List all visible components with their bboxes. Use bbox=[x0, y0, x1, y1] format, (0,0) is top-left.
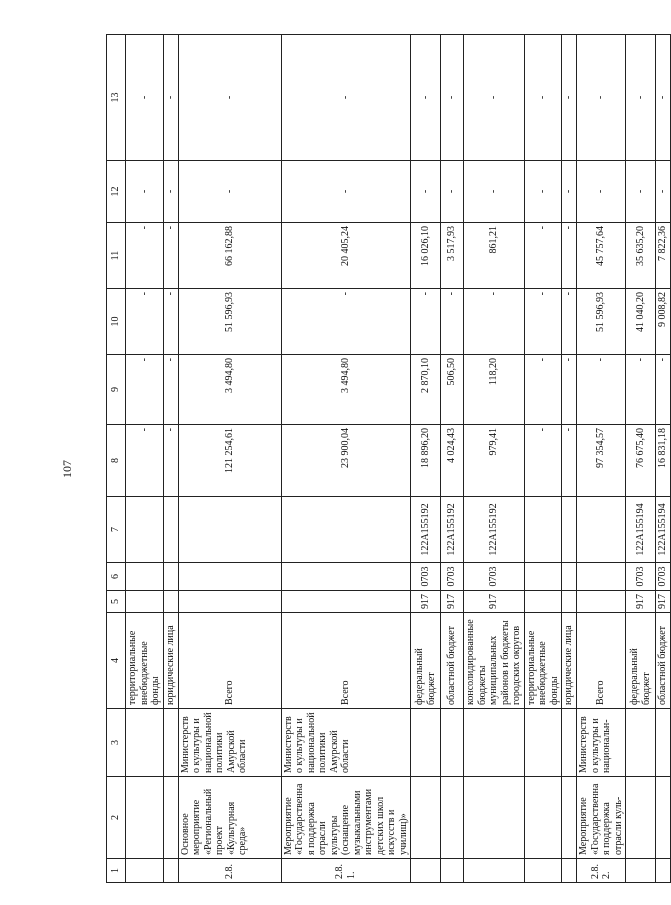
year-2019-amount: 2 870,10 bbox=[411, 355, 441, 425]
executor bbox=[626, 709, 656, 777]
row-number bbox=[126, 859, 164, 883]
section-code: 0703 bbox=[464, 563, 525, 591]
grbs-code: 917 bbox=[441, 591, 464, 613]
table-row bbox=[281, 35, 411, 883]
year-2022-amount: - bbox=[178, 161, 281, 223]
target-article-code: 122A155194 bbox=[656, 497, 671, 563]
year-2020-amount: 41 040,20 bbox=[626, 289, 656, 355]
row-number bbox=[163, 859, 178, 883]
year-2019-amount: - bbox=[524, 355, 562, 425]
section-code bbox=[524, 563, 562, 591]
funding-source: территориальные внебюджетные фонды bbox=[126, 613, 164, 709]
year-2020-amount: 51 596,93 bbox=[178, 289, 281, 355]
executor: Министерство культуры и национальной политики Амурской области bbox=[178, 709, 281, 777]
section-code: 0703 bbox=[411, 563, 441, 591]
year-2019-amount: - bbox=[656, 355, 671, 425]
year-2021-amount: 16 026,10 bbox=[411, 223, 441, 289]
section-code bbox=[178, 563, 281, 591]
section-code bbox=[577, 563, 626, 591]
header-cell: 13 bbox=[107, 35, 126, 161]
section-code: 0703 bbox=[656, 563, 671, 591]
row-number: 2.8. bbox=[178, 859, 281, 883]
event-name bbox=[562, 777, 577, 859]
year-2020-amount: 9 008,82 bbox=[656, 289, 671, 355]
grbs-code: 917 bbox=[411, 591, 441, 613]
year-2020-amount: - bbox=[281, 289, 411, 355]
year-2021-amount: 7 822,36 bbox=[656, 223, 671, 289]
header-cell: 2 bbox=[107, 777, 126, 859]
year-2023-amount: - bbox=[577, 35, 626, 161]
event-name: Основное мероприятие «Региональный проект «Культурная среда» bbox=[178, 777, 281, 859]
row-number bbox=[626, 859, 656, 883]
executor bbox=[524, 709, 562, 777]
executor: Министерство культуры и национальн- bbox=[577, 709, 626, 777]
executor bbox=[441, 709, 464, 777]
funding-source: консолидированные бюджеты муниципальных районов и бюджеты городских округов bbox=[464, 613, 525, 709]
target-article-code bbox=[281, 497, 411, 563]
year-2023-amount: - bbox=[626, 35, 656, 161]
year-2021-amount: 45 757,64 bbox=[577, 223, 626, 289]
header-cell: 6 bbox=[107, 563, 126, 591]
grbs-code bbox=[163, 591, 178, 613]
row-number bbox=[562, 859, 577, 883]
target-article-code: 122A155192 bbox=[411, 497, 441, 563]
row-number bbox=[524, 859, 562, 883]
funding-source: юридические лица bbox=[562, 613, 577, 709]
year-2021-amount: - bbox=[126, 223, 164, 289]
header-cell: 8 bbox=[107, 425, 126, 497]
header-cell: 11 bbox=[107, 223, 126, 289]
header-cell: 5 bbox=[107, 591, 126, 613]
table-row bbox=[656, 35, 671, 883]
row-number bbox=[656, 859, 671, 883]
table-row bbox=[577, 35, 626, 883]
year-2023-amount: - bbox=[281, 35, 411, 161]
table-row bbox=[163, 35, 178, 883]
header-cell: 1 bbox=[107, 859, 126, 883]
table-row bbox=[178, 35, 281, 883]
event-name: Мероприятие «Государственная поддержка отрасли куль- bbox=[577, 777, 626, 859]
total-amount: - bbox=[126, 425, 164, 497]
year-2023-amount: - bbox=[163, 35, 178, 161]
funding-source: федеральный бюджет bbox=[626, 613, 656, 709]
year-2023-amount: - bbox=[441, 35, 464, 161]
grbs-code bbox=[281, 591, 411, 613]
grbs-code bbox=[178, 591, 281, 613]
total-amount: - bbox=[163, 425, 178, 497]
table-row bbox=[562, 35, 577, 883]
target-article-code bbox=[524, 497, 562, 563]
section-code bbox=[126, 563, 164, 591]
section-code bbox=[562, 563, 577, 591]
year-2021-amount: - bbox=[163, 223, 178, 289]
total-amount: 4 024,43 bbox=[441, 425, 464, 497]
row-number: 2.8.1. bbox=[281, 859, 411, 883]
year-2020-amount: - bbox=[441, 289, 464, 355]
funding-source: территориальные внебюджетные фонды bbox=[524, 613, 562, 709]
year-2022-amount: - bbox=[163, 161, 178, 223]
year-2023-amount: - bbox=[524, 35, 562, 161]
year-2021-amount: 3 517,93 bbox=[441, 223, 464, 289]
event-name bbox=[441, 777, 464, 859]
executor bbox=[562, 709, 577, 777]
year-2019-amount: 3 494,80 bbox=[281, 355, 411, 425]
page-number: 107 bbox=[60, 460, 74, 478]
year-2022-amount: - bbox=[626, 161, 656, 223]
header-cell: 10 bbox=[107, 289, 126, 355]
target-article-code bbox=[126, 497, 164, 563]
funding-source: Всего bbox=[281, 613, 411, 709]
year-2021-amount: - bbox=[562, 223, 577, 289]
row-number bbox=[441, 859, 464, 883]
event-name bbox=[524, 777, 562, 859]
header-cell: 4 bbox=[107, 613, 126, 709]
funding-source: областной бюджет bbox=[656, 613, 671, 709]
total-amount: 18 896,20 bbox=[411, 425, 441, 497]
year-2019-amount: 506,50 bbox=[441, 355, 464, 425]
table-row bbox=[441, 35, 464, 883]
year-2022-amount: - bbox=[577, 161, 626, 223]
header-row bbox=[107, 35, 126, 883]
executor bbox=[411, 709, 441, 777]
year-2022-amount: - bbox=[562, 161, 577, 223]
event-name bbox=[464, 777, 525, 859]
section-code bbox=[163, 563, 178, 591]
grbs-code bbox=[577, 591, 626, 613]
funding-source: юридические лица bbox=[163, 613, 178, 709]
funding-source: федеральный бюджет bbox=[411, 613, 441, 709]
row-number bbox=[411, 859, 441, 883]
year-2020-amount: 51 596,93 bbox=[577, 289, 626, 355]
grbs-code bbox=[562, 591, 577, 613]
header-cell: 9 bbox=[107, 355, 126, 425]
year-2020-amount: - bbox=[126, 289, 164, 355]
year-2022-amount: - bbox=[126, 161, 164, 223]
total-amount: 76 675,40 bbox=[626, 425, 656, 497]
year-2023-amount: - bbox=[178, 35, 281, 161]
section-code: 0703 bbox=[626, 563, 656, 591]
table-row bbox=[464, 35, 525, 883]
grbs-code bbox=[524, 591, 562, 613]
rotated-page bbox=[106, 35, 669, 883]
row-number bbox=[464, 859, 525, 883]
table-row bbox=[126, 35, 164, 883]
year-2021-amount: 35 635,20 bbox=[626, 223, 656, 289]
grbs-code: 917 bbox=[656, 591, 671, 613]
funding-source: Всего bbox=[178, 613, 281, 709]
executor bbox=[163, 709, 178, 777]
year-2022-amount: - bbox=[441, 161, 464, 223]
event-name bbox=[411, 777, 441, 859]
year-2020-amount: - bbox=[562, 289, 577, 355]
table-row bbox=[411, 35, 441, 883]
year-2020-amount: - bbox=[163, 289, 178, 355]
year-2021-amount: 66 162,88 bbox=[178, 223, 281, 289]
executor bbox=[464, 709, 525, 777]
grbs-code: 917 bbox=[626, 591, 656, 613]
year-2019-amount: - bbox=[577, 355, 626, 425]
target-article-code bbox=[178, 497, 281, 563]
year-2021-amount: - bbox=[524, 223, 562, 289]
year-2020-amount: - bbox=[524, 289, 562, 355]
row-number: 2.8.2. bbox=[577, 859, 626, 883]
year-2023-amount: - bbox=[656, 35, 671, 161]
target-article-code bbox=[163, 497, 178, 563]
event-name bbox=[126, 777, 164, 859]
table-row bbox=[626, 35, 656, 883]
year-2022-amount: - bbox=[524, 161, 562, 223]
total-amount: 16 831,18 bbox=[656, 425, 671, 497]
year-2021-amount: 20 405,24 bbox=[281, 223, 411, 289]
funding-source: Всего bbox=[577, 613, 626, 709]
year-2019-amount: - bbox=[562, 355, 577, 425]
year-2022-amount: - bbox=[656, 161, 671, 223]
target-article-code bbox=[577, 497, 626, 563]
event-name bbox=[163, 777, 178, 859]
year-2023-amount: - bbox=[464, 35, 525, 161]
total-amount: 23 900,04 bbox=[281, 425, 411, 497]
year-2023-amount: - bbox=[126, 35, 164, 161]
year-2019-amount: - bbox=[126, 355, 164, 425]
table-row bbox=[524, 35, 562, 883]
executor: Министерство культуры и национальной политики Амурской области bbox=[281, 709, 411, 777]
event-name bbox=[626, 777, 656, 859]
total-amount: 121 254,61 bbox=[178, 425, 281, 497]
year-2019-amount: - bbox=[163, 355, 178, 425]
year-2019-amount: 118,20 bbox=[464, 355, 525, 425]
year-2022-amount: - bbox=[281, 161, 411, 223]
total-amount: - bbox=[524, 425, 562, 497]
executor bbox=[656, 709, 671, 777]
total-amount: 97 354,57 bbox=[577, 425, 626, 497]
section-code bbox=[281, 563, 411, 591]
year-2021-amount: 861,21 bbox=[464, 223, 525, 289]
header-cell: 12 bbox=[107, 161, 126, 223]
year-2022-amount: - bbox=[411, 161, 441, 223]
event-name bbox=[656, 777, 671, 859]
budget-table bbox=[106, 34, 671, 883]
header-cell: 7 bbox=[107, 497, 126, 563]
grbs-code: 917 bbox=[464, 591, 525, 613]
funding-source: областной бюджет bbox=[441, 613, 464, 709]
target-article-code: 122A155192 bbox=[464, 497, 525, 563]
header-cell: 3 bbox=[107, 709, 126, 777]
section-code: 0703 bbox=[441, 563, 464, 591]
event-name: Мероприятие «Государственная поддержка отрасли культуры (оснащение музыкальными инструментами детских школ искусств и училищ)» bbox=[281, 777, 411, 859]
target-article-code: 122A155194 bbox=[626, 497, 656, 563]
year-2019-amount: - bbox=[626, 355, 656, 425]
year-2023-amount: - bbox=[411, 35, 441, 161]
target-article-code bbox=[562, 497, 577, 563]
total-amount: - bbox=[562, 425, 577, 497]
year-2023-amount: - bbox=[562, 35, 577, 161]
year-2020-amount: - bbox=[464, 289, 525, 355]
year-2019-amount: 3 494,80 bbox=[178, 355, 281, 425]
total-amount: 979,41 bbox=[464, 425, 525, 497]
year-2020-amount: - bbox=[411, 289, 441, 355]
target-article-code: 122A155192 bbox=[441, 497, 464, 563]
year-2022-amount: - bbox=[464, 161, 525, 223]
executor bbox=[126, 709, 164, 777]
grbs-code bbox=[126, 591, 164, 613]
